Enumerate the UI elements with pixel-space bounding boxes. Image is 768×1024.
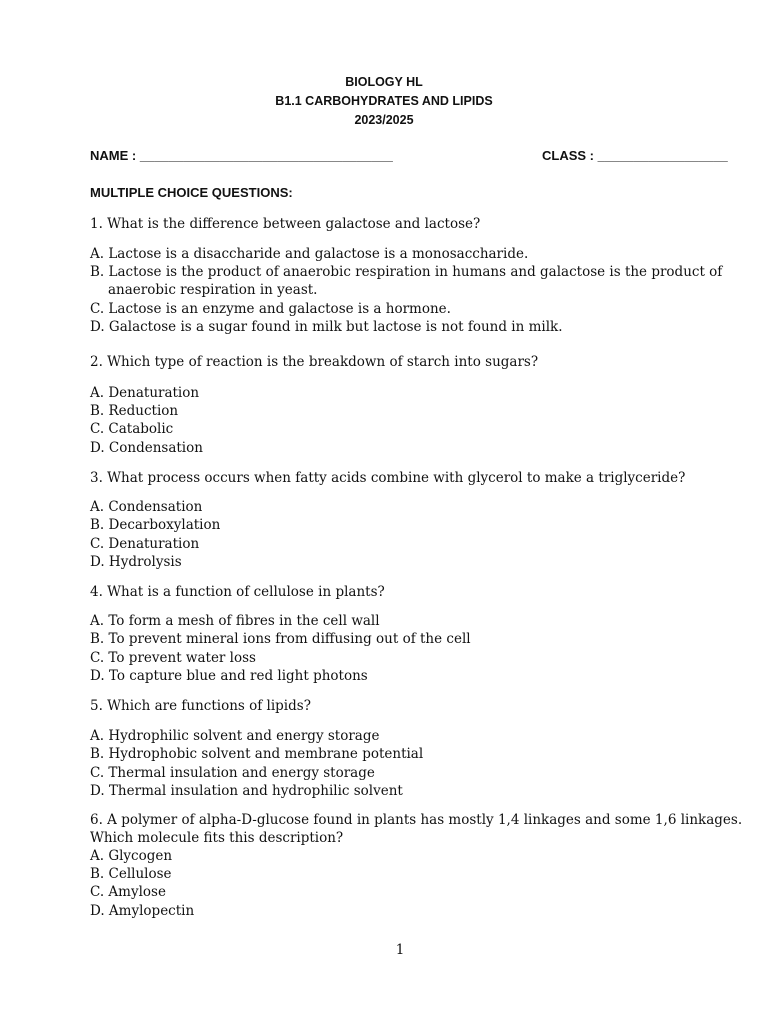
q6-option-a[interactable]: A. Glycogen [90,848,173,864]
q3-option-c[interactable]: C. Denaturation [90,536,200,552]
question-5: 5. Which are functions of lipids? [90,698,311,714]
q4-option-b[interactable]: B. To prevent mineral ions from diffusing out of the cell [90,631,471,647]
q5-option-c[interactable]: C. Thermal insulation and energy storage [90,765,375,781]
q6-option-c[interactable]: C. Amylose [90,884,166,900]
q5-option-a[interactable]: A. Hydrophilic solvent and energy storage [90,728,380,744]
q6-option-d[interactable]: D. Amylopectin [90,903,195,919]
class-field[interactable]: CLASS : __________________ [542,148,728,163]
q6-option-b[interactable]: B. Cellulose [90,866,172,882]
page-number: 1 [395,942,405,958]
question-4: 4. What is a function of cellulose in plants? [90,584,385,600]
q4-option-d[interactable]: D. To capture blue and red light photons [90,668,368,684]
header-subject: BIOLOGY HL [345,75,423,89]
q2-option-a[interactable]: A. Denaturation [90,385,200,401]
q3-option-a[interactable]: A. Condensation [90,499,203,515]
q1-option-d[interactable]: D. Galactose is a sugar found in milk but lactose is not found in milk. [90,319,563,335]
name-field[interactable]: NAME : ___________________________________ [90,148,393,163]
section-title: MULTIPLE CHOICE QUESTIONS: [90,185,293,200]
question-6-cont: Which molecule fits this description? [90,830,344,846]
question-6: 6. A polymer of alpha-D-glucose found in plants has mostly 1,4 linkages and some 1,6 linkages. [90,812,743,828]
q2-option-b[interactable]: B. Reduction [90,403,179,419]
q1-option-c[interactable]: C. Lactose is an enzyme and galactose is a hormone. [90,301,451,317]
q4-option-a[interactable]: A. To form a mesh of fibres in the cell wall [90,613,380,629]
q1-option-b-cont: anaerobic respiration in yeast. [108,282,318,298]
q3-option-d[interactable]: D. Hydrolysis [90,554,182,570]
q3-option-b[interactable]: B. Decarboxylation [90,517,221,533]
q1-option-a[interactable]: A. Lactose is a disaccharide and galactose is a monosaccharide. [90,246,529,262]
q5-option-d[interactable]: D. Thermal insulation and hydrophilic solvent [90,783,403,799]
question-2: 2. Which type of reaction is the breakdown of starch into sugars? [90,354,539,370]
q1-option-b[interactable]: B. Lactose is the product of anaerobic respiration in humans and galactose is the product of [90,264,723,280]
q4-option-c[interactable]: C. To prevent water loss [90,650,256,666]
q5-option-b[interactable]: B. Hydrophobic solvent and membrane potential [90,746,424,762]
header-topic: B1.1 CARBOHYDRATES AND LIPIDS [275,94,493,108]
header-year: 2023/2025 [354,113,414,127]
question-1: 1. What is the difference between galactose and lactose? [90,216,481,232]
q2-option-c[interactable]: C. Catabolic [90,421,174,437]
question-3: 3. What process occurs when fatty acids combine with glycerol to make a triglyceride? [90,470,686,486]
q2-option-d[interactable]: D. Condensation [90,440,203,456]
